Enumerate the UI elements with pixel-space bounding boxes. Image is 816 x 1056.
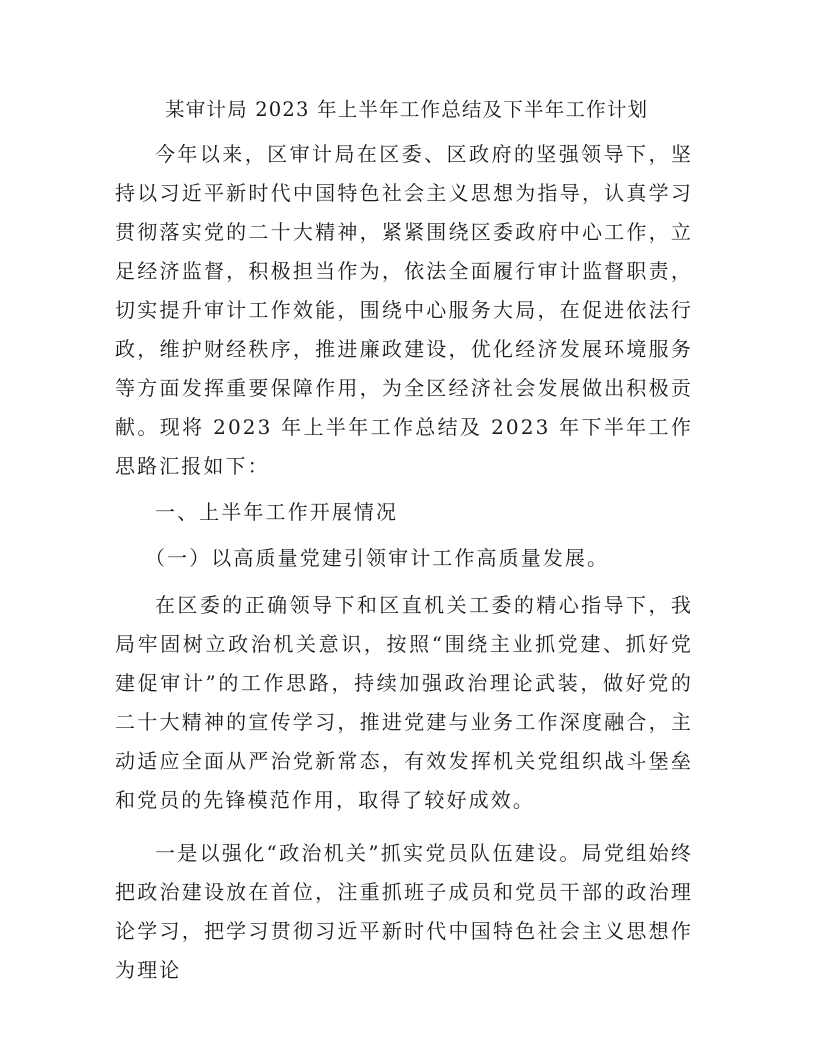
- point-one-paragraph: 一是以强化“政治机关”抓实党员队伍建设。局党组始终把政治建设放在首位，注重抓班子成员和党员干部的政治理论学习，把学习贯彻习近平新时代中国特色社会主义思想作为理论: [115, 841, 693, 982]
- intro-paragraph: 今年以来，区审计局在区委、区政府的坚强领导下，坚持以习近平新时代中国特色社会主义思想为指导，认真学习贯彻落实党的二十大精神，紧紧围绕区委政府中心工作，立足经济监督，积极担当作为，依法全面履行审计监督职责，切实提升审计工作效能，围绕中心服务大局，在促进依法行政，维护财经秩序，推进廉政建设，优化经济发展环境服务等方面发挥重要保障作用，为全区经济社会发展做出积极贡献。现将 2023 年上半年工作总结及 2023 年下半年工作思路汇报如下：: [115, 142, 693, 478]
- section-heading: 一、上半年工作开展情况: [155, 500, 399, 524]
- party-building-paragraph: 在区委的正确领导下和区直机关工委的精心指导下，我局牢固树立政治机关意识，按照“围绕主业抓党建、抓好党建促审计”的工作思路，持续加强政治理论武装，做好党的二十大精神的宣传学习，推进党建与业务工作深度融合，主动适应全面从严治党新常态，有效发挥机关党组织战斗堡垒和党员的先锋模范作用，取得了较好成效。: [115, 593, 693, 812]
- subsection-heading: （一）以高质量党建引领审计工作高质量发展。: [145, 546, 610, 570]
- document-title: 某审计局 2023 年上半年工作总结及下半年工作计划: [165, 98, 649, 121]
- document-page: [115, 88, 693, 990]
